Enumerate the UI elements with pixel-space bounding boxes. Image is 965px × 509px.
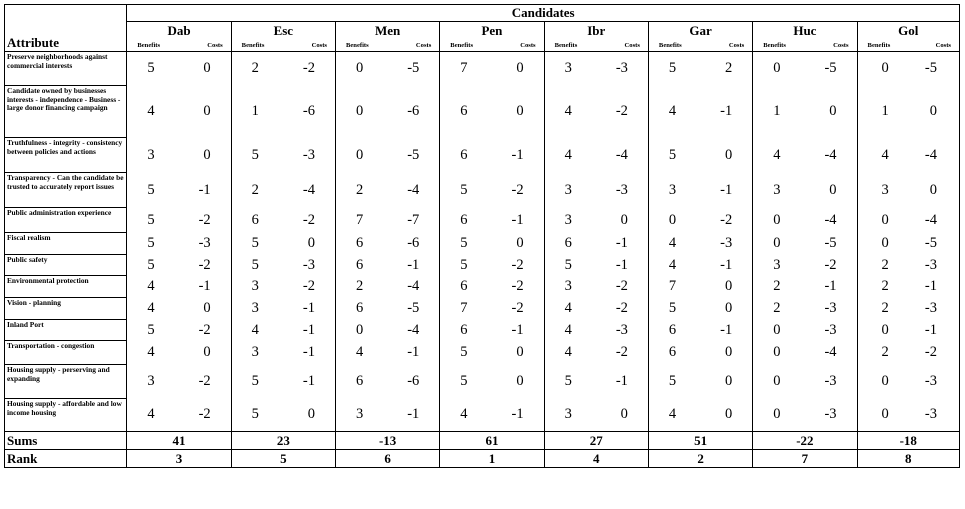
cost-value: -1 bbox=[701, 173, 753, 208]
sum-value: -18 bbox=[857, 432, 959, 450]
cost-value: -4 bbox=[388, 320, 440, 341]
benefit-value: 0 bbox=[857, 399, 909, 432]
benefits-label: Benefits bbox=[648, 39, 700, 52]
benefit-value: 3 bbox=[127, 365, 179, 399]
cost-value: -3 bbox=[909, 399, 959, 432]
benefits-costs-row bbox=[5, 39, 960, 52]
benefit-value: 3 bbox=[648, 173, 700, 208]
benefit-value: 2 bbox=[335, 276, 387, 298]
benefit-value: 0 bbox=[753, 52, 805, 86]
cost-value: 0 bbox=[701, 365, 753, 399]
benefit-value: 4 bbox=[857, 138, 909, 173]
sum-value: -22 bbox=[753, 432, 857, 450]
candidate-name-gar: Gar bbox=[648, 22, 752, 40]
rank-value: 7 bbox=[753, 450, 857, 468]
cost-value: -3 bbox=[909, 298, 959, 320]
benefit-value: 3 bbox=[753, 173, 805, 208]
benefit-value: 1 bbox=[857, 86, 909, 138]
cost-value: -1 bbox=[492, 399, 544, 432]
candidate-name-pen: Pen bbox=[440, 22, 544, 40]
benefit-value: 0 bbox=[648, 208, 700, 233]
cost-value: -1 bbox=[909, 276, 959, 298]
benefit-value: 6 bbox=[335, 255, 387, 276]
cost-value: -2 bbox=[596, 86, 648, 138]
benefit-value: 2 bbox=[231, 173, 283, 208]
benefit-value: 6 bbox=[231, 208, 283, 233]
sum-value: 61 bbox=[440, 432, 544, 450]
attribute-label: Fiscal realism bbox=[5, 233, 127, 255]
cost-value: -2 bbox=[596, 341, 648, 365]
benefit-value: 4 bbox=[127, 341, 179, 365]
benefit-value: 5 bbox=[440, 233, 492, 255]
cost-value: 0 bbox=[492, 341, 544, 365]
benefit-value: 7 bbox=[648, 276, 700, 298]
benefit-value: 4 bbox=[231, 320, 283, 341]
cost-value: -1 bbox=[701, 320, 753, 341]
cost-value: -3 bbox=[805, 320, 857, 341]
benefit-value: 3 bbox=[753, 255, 805, 276]
benefit-value: 2 bbox=[231, 52, 283, 86]
cost-value: -1 bbox=[388, 341, 440, 365]
benefit-value: 6 bbox=[544, 233, 596, 255]
benefit-value: 6 bbox=[440, 320, 492, 341]
benefit-value: 5 bbox=[440, 365, 492, 399]
benefit-value: 2 bbox=[753, 276, 805, 298]
benefit-value: 2 bbox=[335, 173, 387, 208]
benefit-value: 5 bbox=[648, 52, 700, 86]
cost-value: -3 bbox=[596, 52, 648, 86]
benefit-value: 5 bbox=[127, 320, 179, 341]
benefit-value: 5 bbox=[440, 341, 492, 365]
cost-value: 0 bbox=[805, 173, 857, 208]
table-row bbox=[5, 255, 960, 276]
costs-label: Costs bbox=[701, 39, 753, 52]
benefit-value: 0 bbox=[857, 233, 909, 255]
benefit-value: 1 bbox=[231, 86, 283, 138]
costs-label: Costs bbox=[805, 39, 857, 52]
candidate-name-esc: Esc bbox=[231, 22, 335, 40]
sums-label: Sums bbox=[5, 432, 127, 450]
benefit-value: 6 bbox=[335, 365, 387, 399]
cost-value: -3 bbox=[701, 233, 753, 255]
benefit-value: 0 bbox=[753, 365, 805, 399]
attribute-label: Transportation - congestion bbox=[5, 341, 127, 365]
benefit-value: 0 bbox=[857, 52, 909, 86]
benefit-value: 0 bbox=[753, 233, 805, 255]
cost-value: -6 bbox=[388, 233, 440, 255]
cost-value: -4 bbox=[805, 208, 857, 233]
cost-value: -3 bbox=[909, 365, 959, 399]
cost-value: 0 bbox=[283, 233, 335, 255]
cost-value: -2 bbox=[179, 365, 231, 399]
rank-value: 1 bbox=[440, 450, 544, 468]
cost-value: 0 bbox=[179, 52, 231, 86]
candidate-comparison-table bbox=[4, 4, 960, 468]
cost-value: -5 bbox=[388, 298, 440, 320]
benefit-value: 3 bbox=[335, 399, 387, 432]
cost-value: -1 bbox=[492, 138, 544, 173]
cost-value: -1 bbox=[388, 399, 440, 432]
benefit-value: 4 bbox=[544, 298, 596, 320]
candidate-names-row bbox=[5, 22, 960, 40]
cost-value: -2 bbox=[179, 255, 231, 276]
rank-label: Rank bbox=[5, 450, 127, 468]
cost-value: -1 bbox=[179, 276, 231, 298]
benefit-value: 7 bbox=[440, 52, 492, 86]
cost-value: 0 bbox=[492, 233, 544, 255]
cost-value: 0 bbox=[179, 341, 231, 365]
cost-value: -1 bbox=[596, 255, 648, 276]
attribute-label: Inland Port bbox=[5, 320, 127, 341]
benefit-value: 3 bbox=[544, 52, 596, 86]
benefit-value: 3 bbox=[127, 138, 179, 173]
attribute-label: Environmental protection bbox=[5, 276, 127, 298]
attribute-label: Housing supply - affordable and low income housing bbox=[5, 399, 127, 432]
rank-value: 3 bbox=[127, 450, 231, 468]
cost-value: 0 bbox=[909, 173, 959, 208]
attribute-label: Vision - planning bbox=[5, 298, 127, 320]
benefit-value: 2 bbox=[857, 255, 909, 276]
cost-value: 2 bbox=[701, 52, 753, 86]
benefit-value: 4 bbox=[544, 341, 596, 365]
benefit-value: 4 bbox=[648, 233, 700, 255]
benefit-value: 5 bbox=[648, 138, 700, 173]
cost-value: -3 bbox=[909, 255, 959, 276]
benefit-value: 5 bbox=[231, 399, 283, 432]
candidates-header: Candidates bbox=[127, 5, 960, 22]
table-row bbox=[5, 52, 960, 86]
cost-value: -6 bbox=[388, 86, 440, 138]
cost-value: -5 bbox=[805, 233, 857, 255]
table-row bbox=[5, 341, 960, 365]
benefit-value: 0 bbox=[335, 52, 387, 86]
attribute-label: Transparency - Can the candidate be trusted to accurately report issues bbox=[5, 173, 127, 208]
benefit-value: 3 bbox=[857, 173, 909, 208]
cost-value: -1 bbox=[492, 320, 544, 341]
benefit-value: 5 bbox=[544, 255, 596, 276]
benefit-value: 7 bbox=[335, 208, 387, 233]
costs-label: Costs bbox=[596, 39, 648, 52]
table-row bbox=[5, 365, 960, 399]
table-row bbox=[5, 276, 960, 298]
benefit-value: 6 bbox=[335, 298, 387, 320]
benefit-value: 5 bbox=[127, 255, 179, 276]
benefit-value: 0 bbox=[753, 320, 805, 341]
cost-value: -3 bbox=[805, 365, 857, 399]
candidate-name-ibr: Ibr bbox=[544, 22, 648, 40]
cost-value: 0 bbox=[596, 208, 648, 233]
benefit-value: 3 bbox=[544, 399, 596, 432]
benefit-value: 3 bbox=[231, 276, 283, 298]
cost-value: -4 bbox=[388, 276, 440, 298]
cost-value: -1 bbox=[179, 173, 231, 208]
benefit-value: 2 bbox=[857, 276, 909, 298]
cost-value: -4 bbox=[283, 173, 335, 208]
benefit-value: 5 bbox=[648, 298, 700, 320]
benefits-label: Benefits bbox=[231, 39, 283, 52]
benefits-label: Benefits bbox=[544, 39, 596, 52]
benefit-value: 6 bbox=[335, 233, 387, 255]
benefit-value: 4 bbox=[648, 399, 700, 432]
table-row bbox=[5, 320, 960, 341]
benefits-label: Benefits bbox=[440, 39, 492, 52]
benefit-value: 4 bbox=[544, 138, 596, 173]
cost-value: 0 bbox=[492, 86, 544, 138]
cost-value: -3 bbox=[805, 298, 857, 320]
cost-value: 0 bbox=[179, 138, 231, 173]
cost-value: -4 bbox=[805, 341, 857, 365]
cost-value: -2 bbox=[596, 276, 648, 298]
table-row bbox=[5, 138, 960, 173]
cost-value: 0 bbox=[701, 341, 753, 365]
benefit-value: 5 bbox=[231, 365, 283, 399]
benefit-value: 5 bbox=[440, 173, 492, 208]
cost-value: -1 bbox=[388, 255, 440, 276]
attribute-label: Housing supply - perserving and expanding bbox=[5, 365, 127, 399]
attribute-label: Public administration experience bbox=[5, 208, 127, 233]
cost-value: -3 bbox=[179, 233, 231, 255]
cost-value: -4 bbox=[909, 208, 959, 233]
benefit-value: 5 bbox=[544, 365, 596, 399]
benefit-value: 5 bbox=[127, 173, 179, 208]
benefit-value: 5 bbox=[127, 233, 179, 255]
cost-value: -5 bbox=[388, 52, 440, 86]
costs-label: Costs bbox=[492, 39, 544, 52]
cost-value: -3 bbox=[283, 255, 335, 276]
sums-row bbox=[5, 432, 960, 450]
cost-value: -1 bbox=[909, 320, 959, 341]
cost-value: -6 bbox=[388, 365, 440, 399]
benefit-value: 4 bbox=[544, 86, 596, 138]
table-row bbox=[5, 399, 960, 432]
cost-value: -1 bbox=[701, 86, 753, 138]
attribute-header: Attribute bbox=[5, 5, 127, 52]
table-row bbox=[5, 298, 960, 320]
cost-value: 0 bbox=[701, 138, 753, 173]
rank-value: 6 bbox=[335, 450, 439, 468]
benefit-value: 4 bbox=[335, 341, 387, 365]
benefit-value: 6 bbox=[440, 208, 492, 233]
cost-value: -3 bbox=[596, 320, 648, 341]
attribute-label: Truthfulness - integrity - consistency between policies and actions bbox=[5, 138, 127, 173]
cost-value: -7 bbox=[388, 208, 440, 233]
benefit-value: 2 bbox=[753, 298, 805, 320]
cost-value: -2 bbox=[179, 208, 231, 233]
cost-value: -2 bbox=[492, 276, 544, 298]
cost-value: -2 bbox=[283, 276, 335, 298]
candidate-name-huc: Huc bbox=[753, 22, 857, 40]
cost-value: -2 bbox=[283, 208, 335, 233]
cost-value: -1 bbox=[596, 365, 648, 399]
cost-value: -5 bbox=[909, 52, 959, 86]
table-row bbox=[5, 233, 960, 255]
costs-label: Costs bbox=[388, 39, 440, 52]
benefits-label: Benefits bbox=[753, 39, 805, 52]
benefit-value: 0 bbox=[335, 320, 387, 341]
benefit-value: 0 bbox=[335, 86, 387, 138]
cost-value: 0 bbox=[179, 86, 231, 138]
benefit-value: 5 bbox=[231, 255, 283, 276]
benefit-value: 6 bbox=[648, 341, 700, 365]
benefit-value: 5 bbox=[648, 365, 700, 399]
benefit-value: 5 bbox=[231, 138, 283, 173]
benefit-value: 3 bbox=[544, 208, 596, 233]
attribute-label: Preserve neighborhoods against commercial interests bbox=[5, 52, 127, 86]
cost-value: -1 bbox=[283, 365, 335, 399]
cost-value: -3 bbox=[805, 399, 857, 432]
cost-value: -1 bbox=[596, 233, 648, 255]
benefit-value: 5 bbox=[231, 233, 283, 255]
benefit-value: 4 bbox=[440, 399, 492, 432]
benefit-value: 4 bbox=[127, 399, 179, 432]
cost-value: -5 bbox=[388, 138, 440, 173]
table-row bbox=[5, 173, 960, 208]
cost-value: 0 bbox=[596, 399, 648, 432]
benefit-value: 0 bbox=[857, 208, 909, 233]
benefit-value: 3 bbox=[544, 173, 596, 208]
cost-value: -1 bbox=[283, 341, 335, 365]
benefit-value: 4 bbox=[127, 86, 179, 138]
cost-value: -1 bbox=[492, 208, 544, 233]
cost-value: -2 bbox=[701, 208, 753, 233]
rank-value: 5 bbox=[231, 450, 335, 468]
benefit-value: 6 bbox=[440, 276, 492, 298]
cost-value: -3 bbox=[283, 138, 335, 173]
cost-value: -5 bbox=[909, 233, 959, 255]
benefit-value: 4 bbox=[648, 255, 700, 276]
cost-value: -6 bbox=[283, 86, 335, 138]
benefit-value: 2 bbox=[857, 298, 909, 320]
costs-label: Costs bbox=[179, 39, 231, 52]
benefit-value: 6 bbox=[648, 320, 700, 341]
costs-label: Costs bbox=[909, 39, 959, 52]
cost-value: -1 bbox=[805, 276, 857, 298]
benefit-value: 5 bbox=[127, 52, 179, 86]
candidate-name-dab: Dab bbox=[127, 22, 231, 40]
benefit-value: 0 bbox=[857, 365, 909, 399]
cost-value: 0 bbox=[909, 86, 959, 138]
cost-value: -2 bbox=[492, 255, 544, 276]
table-row bbox=[5, 86, 960, 138]
benefit-value: 3 bbox=[231, 298, 283, 320]
cost-value: -1 bbox=[701, 255, 753, 276]
benefit-value: 4 bbox=[544, 320, 596, 341]
rank-row bbox=[5, 450, 960, 468]
attribute-label: Candidate owned by businesses interests - independence - Business - large donor financing campaign bbox=[5, 86, 127, 138]
attribute-label: Public safety bbox=[5, 255, 127, 276]
cost-value: 0 bbox=[179, 298, 231, 320]
costs-label: Costs bbox=[283, 39, 335, 52]
cost-value: -3 bbox=[596, 173, 648, 208]
sum-value: 23 bbox=[231, 432, 335, 450]
sum-value: 51 bbox=[648, 432, 752, 450]
cost-value: -2 bbox=[492, 298, 544, 320]
rank-value: 2 bbox=[648, 450, 752, 468]
rank-value: 4 bbox=[544, 450, 648, 468]
candidate-name-gol: Gol bbox=[857, 22, 959, 40]
benefit-value: 0 bbox=[753, 208, 805, 233]
benefit-value: 4 bbox=[753, 138, 805, 173]
benefit-value: 3 bbox=[544, 276, 596, 298]
benefit-value: 0 bbox=[753, 399, 805, 432]
benefit-value: 2 bbox=[857, 341, 909, 365]
benefit-value: 4 bbox=[127, 298, 179, 320]
benefit-value: 5 bbox=[440, 255, 492, 276]
table-row bbox=[5, 208, 960, 233]
cost-value: -4 bbox=[805, 138, 857, 173]
cost-value: 0 bbox=[701, 298, 753, 320]
cost-value: -2 bbox=[805, 255, 857, 276]
attribute-rows bbox=[5, 52, 960, 432]
benefit-value: 1 bbox=[753, 86, 805, 138]
benefit-value: 0 bbox=[857, 320, 909, 341]
benefit-value: 6 bbox=[440, 86, 492, 138]
cost-value: -4 bbox=[388, 173, 440, 208]
benefit-value: 7 bbox=[440, 298, 492, 320]
sum-value: 41 bbox=[127, 432, 231, 450]
candidate-name-men: Men bbox=[335, 22, 439, 40]
benefits-label: Benefits bbox=[335, 39, 387, 52]
sum-value: -13 bbox=[335, 432, 439, 450]
cost-value: 0 bbox=[701, 399, 753, 432]
benefit-value: 3 bbox=[231, 341, 283, 365]
cost-value: -2 bbox=[492, 173, 544, 208]
cost-value: -2 bbox=[179, 320, 231, 341]
cost-value: -1 bbox=[283, 298, 335, 320]
sum-value: 27 bbox=[544, 432, 648, 450]
benefits-label: Benefits bbox=[857, 39, 909, 52]
benefit-value: 6 bbox=[440, 138, 492, 173]
benefit-value: 0 bbox=[335, 138, 387, 173]
cost-value: -5 bbox=[805, 52, 857, 86]
benefit-value: 0 bbox=[753, 341, 805, 365]
cost-value: -2 bbox=[283, 52, 335, 86]
rank-value: 8 bbox=[857, 450, 959, 468]
benefit-value: 4 bbox=[127, 276, 179, 298]
cost-value: -2 bbox=[596, 298, 648, 320]
cost-value: 0 bbox=[701, 276, 753, 298]
benefit-value: 4 bbox=[648, 86, 700, 138]
cost-value: 0 bbox=[805, 86, 857, 138]
cost-value: 0 bbox=[283, 399, 335, 432]
cost-value: -1 bbox=[283, 320, 335, 341]
benefits-label: Benefits bbox=[127, 39, 179, 52]
cost-value: 0 bbox=[492, 365, 544, 399]
cost-value: 0 bbox=[492, 52, 544, 86]
cost-value: -2 bbox=[909, 341, 959, 365]
cost-value: -2 bbox=[179, 399, 231, 432]
cost-value: -4 bbox=[596, 138, 648, 173]
cost-value: -4 bbox=[909, 138, 959, 173]
benefit-value: 5 bbox=[127, 208, 179, 233]
